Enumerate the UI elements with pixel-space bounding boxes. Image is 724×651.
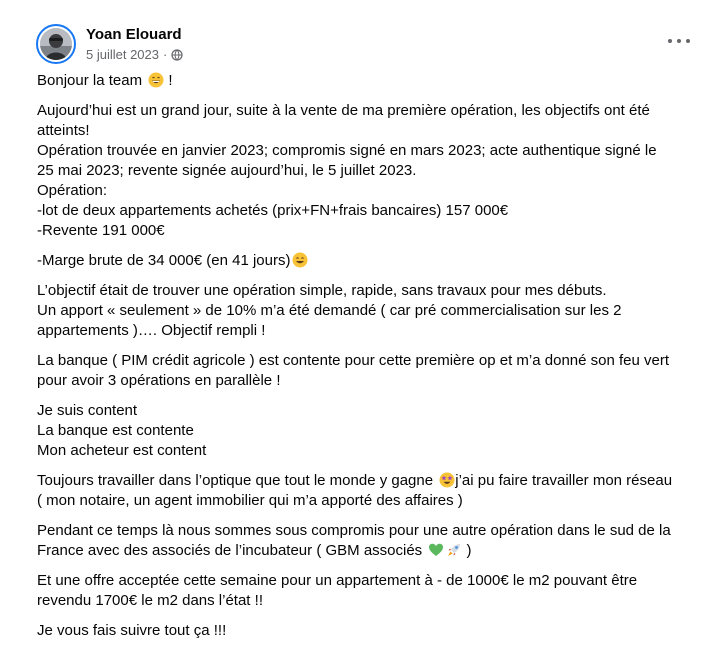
text-fragment: )	[462, 542, 472, 559]
paragraph-margin	[37, 251, 709, 271]
text-fragment: Toujours travailler dans l’optique que tout le monde y gagne	[37, 472, 434, 489]
text-line	[37, 541, 709, 561]
text-fragment: France avec des associés de l’incubateur ( GBM associés	[37, 542, 423, 559]
text-line: atteints!	[37, 122, 90, 139]
text-line: Et une offre acceptée cette semaine pour un appartement à - de 1000€ le m2 pouvant être	[37, 572, 638, 589]
paragraph-greeting	[37, 71, 709, 91]
avatar[interactable]	[36, 24, 76, 64]
text-line: appartements )…. Objectif rempli !	[37, 322, 266, 339]
paragraph-closing	[37, 621, 709, 641]
text-line: 25 mai 2023; revente signée aujourd’hui, le 5 juillet 2023.	[37, 162, 417, 179]
post-meta	[86, 25, 183, 64]
greeting-text: Bonjour la team	[37, 72, 143, 89]
text-line: -lot de deux appartements achetés (prix+FN+frais bancaires) 157 000€	[37, 202, 509, 219]
text-line	[37, 471, 709, 491]
text-line: Un apport « seulement » de 10% m’a été demandé ( car pré commercialisation sur les 2	[37, 302, 622, 319]
text-line: ( mon notaire, un agent immobilier qui m’a apporté des affaires )	[37, 492, 463, 509]
text-line: Pendant ce temps là nous sommes sous compromis pour une autre opération dans le sud de la	[37, 522, 671, 539]
grinning-face-emoji-icon	[148, 72, 164, 88]
text-line: L’objectif était de trouver une opération simple, rapide, sans travaux pour mes débuts.	[37, 282, 607, 299]
paragraph-objective	[37, 281, 709, 341]
text-line: Je suis content	[37, 402, 138, 419]
text-fragment: j’ai pu faire travailler mon réseau	[455, 472, 673, 489]
text-line: Mon acheteur est content	[37, 442, 207, 459]
text-line: Aujourd’hui est un grand jour, suite à la vente de ma première opération, les objectifs ont été	[37, 102, 650, 119]
margin-text: -Marge brute de 34 000€ (en 41 jours)	[37, 252, 291, 269]
star-struck-emoji-icon	[439, 472, 455, 488]
text-line: Opération:	[37, 182, 108, 199]
text-line: La banque est contente	[37, 422, 194, 439]
paragraph-bank	[37, 351, 709, 391]
closing-text: Je vous fais suivre tout ça !!!	[37, 622, 227, 639]
paragraph-content	[37, 401, 709, 461]
text-line: pour avoir 3 opérations en parallèle !	[37, 372, 281, 389]
paragraph-network	[37, 471, 709, 511]
green-heart-emoji-icon	[428, 542, 444, 558]
post-date[interactable]: 5 juillet 2023	[86, 46, 159, 62]
text-line: Opération trouvée en janvier 2023; compromis signé en mars 2023; acte authentique signé le	[37, 142, 657, 159]
paragraph-announcement	[37, 101, 709, 241]
text-line: -Revente 191 000€	[37, 222, 165, 239]
text-line: La banque ( PIM crédit agricole ) est contente pour cette première op et m’a donné son feu vert	[37, 352, 670, 369]
post-header	[36, 22, 183, 66]
author-name[interactable]: Yoan Elouard	[86, 25, 182, 43]
globe-icon[interactable]	[171, 49, 183, 61]
greeting-suffix: !	[164, 72, 173, 89]
post-subline	[86, 46, 183, 64]
more-options-icon[interactable]	[668, 34, 690, 48]
rocket-emoji-icon	[446, 542, 462, 558]
smiling-face-emoji-icon	[292, 252, 308, 268]
paragraph-offer	[37, 571, 709, 611]
paragraph-next-operation	[37, 521, 709, 561]
avatar-photo	[40, 28, 72, 60]
text-line: revendu 1700€ le m2 dans l’état !!	[37, 592, 263, 609]
separator-dot: ·	[163, 46, 168, 62]
post-message	[37, 71, 709, 651]
